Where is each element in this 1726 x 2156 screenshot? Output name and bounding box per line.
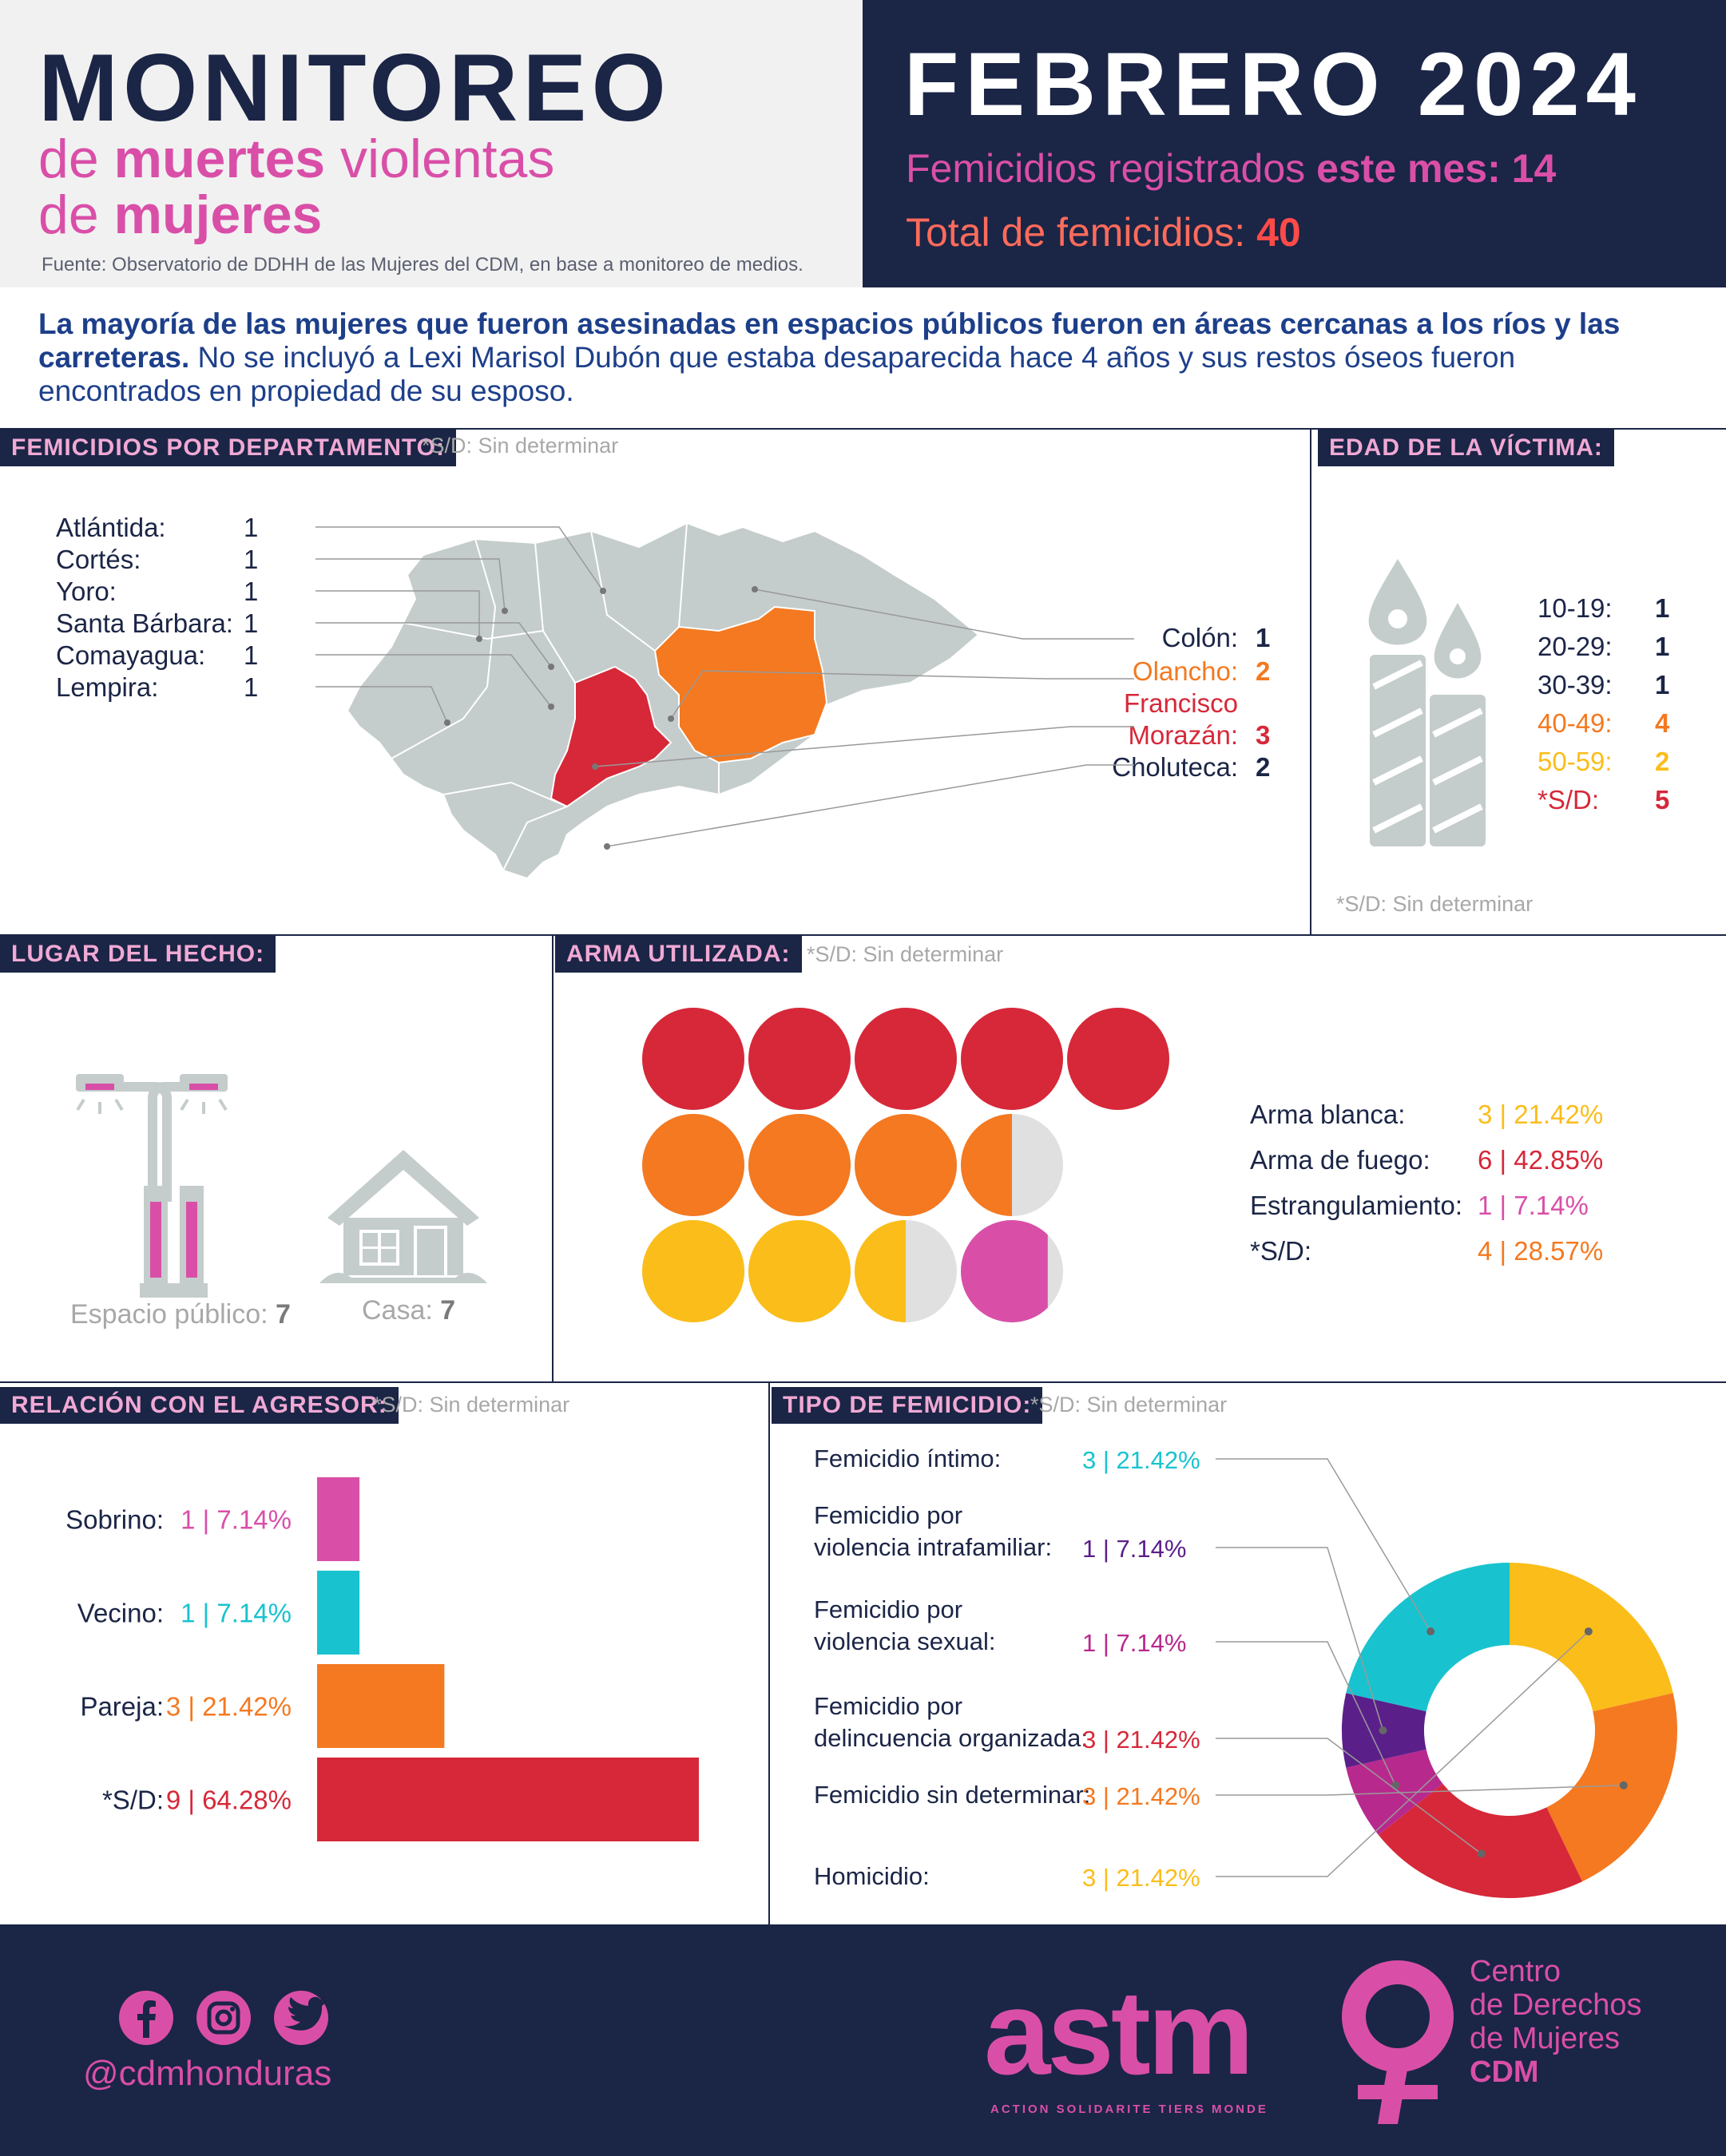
age-label: 40-49: — [1538, 708, 1613, 738]
dept-label: Francisco — [1123, 688, 1238, 718]
subtitle-line-2: de mujeres — [38, 184, 323, 245]
twitter-icon[interactable] — [274, 1991, 328, 2045]
source-note: Fuente: Observatorio de DDHH de las Mujeres del CDM, en base a monitoreo de medios. — [42, 254, 803, 275]
instagram-icon[interactable] — [196, 1991, 251, 2045]
relacion-bar — [317, 1571, 359, 1655]
dept-label: Morazán: — [1128, 720, 1238, 750]
age-value: 4 — [1655, 708, 1670, 738]
dept-label: Colón: — [1161, 623, 1238, 652]
astm-subtitle: ACTION SOLIDARITE TIERS MONDE — [990, 2102, 1268, 2116]
tipo-donut-chart — [768, 1421, 1726, 1916]
arma-circle-chart — [639, 1005, 1182, 1340]
tipo-label: violencia intrafamiliar: — [814, 1533, 1053, 1561]
dept-value: 1 — [244, 640, 259, 670]
sd-note: *S/D: Sin determinar — [373, 1393, 570, 1417]
dept-value: 1 — [244, 672, 259, 702]
sd-note: *S/D: Sin determinar — [1336, 892, 1534, 916]
arma-circle — [748, 1008, 851, 1110]
dept-label: Santa Bárbara: — [56, 608, 233, 638]
dept-value: 1 — [244, 513, 259, 542]
cdm-logo-text: Centro de Derechos de Mujeres CDM — [1470, 1955, 1642, 2089]
dept-label: Yoro: — [56, 577, 117, 606]
social-handle[interactable]: @cdmhonduras — [83, 2054, 332, 2093]
arma-legend-value: 1 | 7.14% — [1478, 1191, 1589, 1220]
age-value: 1 — [1655, 593, 1670, 623]
divider — [0, 1381, 1726, 1383]
tipo-label: Femicidio íntimo: — [814, 1445, 1002, 1472]
arma-circle — [961, 1008, 1063, 1110]
intro-paragraph: La mayoría de las mujeres que fueron asesinadas en espacios públicos fueron en áreas cercanas a los ríos y las carreteras. No se incluyó a Lexi Marisol Dubón que estaba desaparecida hace 4 años y sus restos óseos fueron encontrados en propiedad de su esposo. — [38, 307, 1621, 407]
relacion-label: Vecino: — [77, 1598, 164, 1628]
relacion-bar — [317, 1664, 444, 1748]
age-value: 1 — [1655, 670, 1670, 700]
arma-circle — [642, 1114, 744, 1216]
section-arma: ARMA UTILIZADA: — [555, 936, 802, 973]
tipo-label: Homicidio: — [814, 1862, 930, 1890]
total-count: Total de femicidios: 40 — [906, 210, 1301, 255]
dept-value: 1 — [1256, 623, 1271, 652]
dept-value: 2 — [1256, 656, 1271, 686]
arma-legend-value: 3 | 21.42% — [1478, 1100, 1604, 1129]
age-label: 30-39: — [1538, 670, 1613, 700]
candles-icon — [1350, 551, 1494, 846]
tipo-leader-dot — [1391, 1781, 1399, 1789]
arma-legend-value: 6 | 42.85% — [1478, 1145, 1604, 1175]
age-label: 50-59: — [1538, 747, 1613, 776]
tipo-value: 3 | 21.42% — [1082, 1782, 1200, 1810]
astm-logo: astm — [984, 1965, 1252, 2099]
tipo-leader-dot — [1585, 1627, 1593, 1635]
section-tipo: TIPO DE FEMICIDIO: — [772, 1387, 1042, 1424]
relacion-label: *S/D: — [101, 1785, 164, 1815]
dept-label: Olancho: — [1132, 656, 1238, 686]
facebook-icon[interactable] — [119, 1991, 173, 2045]
house-icon — [319, 1146, 487, 1290]
arma-circle — [642, 1008, 744, 1110]
lugar-espacio-publico: Espacio público: 7 — [70, 1299, 291, 1330]
arma-legend-label: Arma de fuego: — [1250, 1145, 1430, 1175]
social-icons — [118, 1990, 334, 2046]
tipo-label: Femicidio sin determinar: — [814, 1781, 1091, 1809]
arma-circle — [855, 1114, 957, 1216]
tipo-leader-dot — [1426, 1627, 1434, 1635]
age-label: *S/D: — [1538, 785, 1600, 814]
relacion-label: Pareja: — [80, 1691, 164, 1722]
arma-legend-label: *S/D: — [1250, 1236, 1312, 1266]
section-edad: EDAD DE LA VÍCTIMA: — [1318, 430, 1614, 466]
sd-note: *S/D: Sin determinar — [1030, 1393, 1228, 1417]
relacion-bar — [317, 1477, 359, 1561]
dept-label: Atlántida: — [56, 513, 166, 542]
month-title: FEBRERO 2024 — [904, 34, 1642, 134]
subtitle-line-1: de muertes violentas — [38, 129, 555, 189]
dept-value: 1 — [244, 577, 259, 606]
lugar-casa: Casa: 7 — [362, 1295, 456, 1326]
tipo-label: delincuencia organizada: — [814, 1724, 1088, 1752]
tipo-leader-dot — [1620, 1781, 1628, 1789]
tipo-value: 1 | 7.14% — [1082, 1629, 1187, 1657]
tipo-value: 3 | 21.42% — [1082, 1446, 1200, 1474]
dept-label: Cortés: — [56, 545, 141, 574]
section-lugar: LUGAR DEL HECHO: — [0, 936, 276, 973]
dept-value: 1 — [244, 608, 259, 638]
tipo-label: violencia sexual: — [814, 1627, 996, 1655]
relacion-value: 1 | 7.14% — [181, 1598, 292, 1628]
dept-label: Comayagua: — [56, 640, 206, 670]
divider — [552, 934, 554, 1381]
relacion-value: 3 | 21.42% — [165, 1691, 292, 1722]
age-value: 5 — [1655, 785, 1670, 814]
footer — [0, 1924, 1726, 2156]
relacion-bar-chart — [0, 1453, 768, 1869]
arma-circle — [855, 1008, 957, 1110]
dept-value: 3 — [1256, 720, 1271, 750]
age-value: 2 — [1655, 747, 1670, 776]
arma-circle — [642, 1220, 744, 1322]
dept-value: 2 — [1256, 752, 1271, 782]
page-title: MONITOREO — [38, 34, 671, 141]
tipo-leader-dot — [1478, 1850, 1486, 1858]
age-label: 10-19: — [1538, 593, 1613, 623]
relacion-value: 9 | 64.28% — [165, 1785, 292, 1815]
tipo-label: Femicidio por — [814, 1595, 963, 1623]
sd-note: *S/D: Sin determinar — [422, 434, 619, 458]
month-count: Femicidios registrados este mes: 14 — [906, 146, 1557, 191]
header-month-panel — [863, 0, 1726, 287]
relacion-label: Sobrino: — [65, 1504, 164, 1535]
age-label: 20-29: — [1538, 632, 1613, 661]
tipo-donut-slice — [1510, 1563, 1673, 1711]
arma-circle — [1067, 1008, 1169, 1110]
tipo-label: Femicidio por — [814, 1501, 963, 1529]
arma-circle — [748, 1220, 851, 1322]
map-leader-lines — [0, 447, 1310, 926]
header-title-panel — [0, 0, 863, 287]
tipo-value: 3 | 21.42% — [1082, 1864, 1200, 1892]
tipo-value: 1 | 7.14% — [1082, 1535, 1187, 1563]
dept-value: 1 — [244, 545, 259, 574]
relacion-value: 1 | 7.14% — [181, 1504, 292, 1535]
arma-legend-label: Arma blanca: — [1250, 1100, 1406, 1129]
relacion-bar — [317, 1758, 699, 1841]
dept-label: Lempira: — [56, 672, 159, 702]
sd-note: *S/D: Sin determinar — [807, 942, 1004, 966]
section-departamento: FEMICIDIOS POR DEPARTAMENTO: — [0, 430, 456, 466]
arma-legend-value: 4 | 28.57% — [1478, 1236, 1604, 1266]
age-value: 1 — [1655, 632, 1670, 661]
tipo-value: 3 | 21.42% — [1082, 1726, 1200, 1754]
arma-circle — [748, 1114, 851, 1216]
arma-legend-label: Estrangulamiento: — [1250, 1191, 1462, 1220]
section-relacion: RELACIÓN CON EL AGRESOR: — [0, 1387, 399, 1424]
cdm-logo-icon — [1342, 1956, 1462, 2132]
street-lamp-icon — [68, 1074, 300, 1298]
dept-label: Choluteca: — [1112, 752, 1238, 782]
divider — [1310, 428, 1311, 934]
tipo-leader-dot — [1379, 1726, 1387, 1734]
tipo-label: Femicidio por — [814, 1692, 963, 1720]
